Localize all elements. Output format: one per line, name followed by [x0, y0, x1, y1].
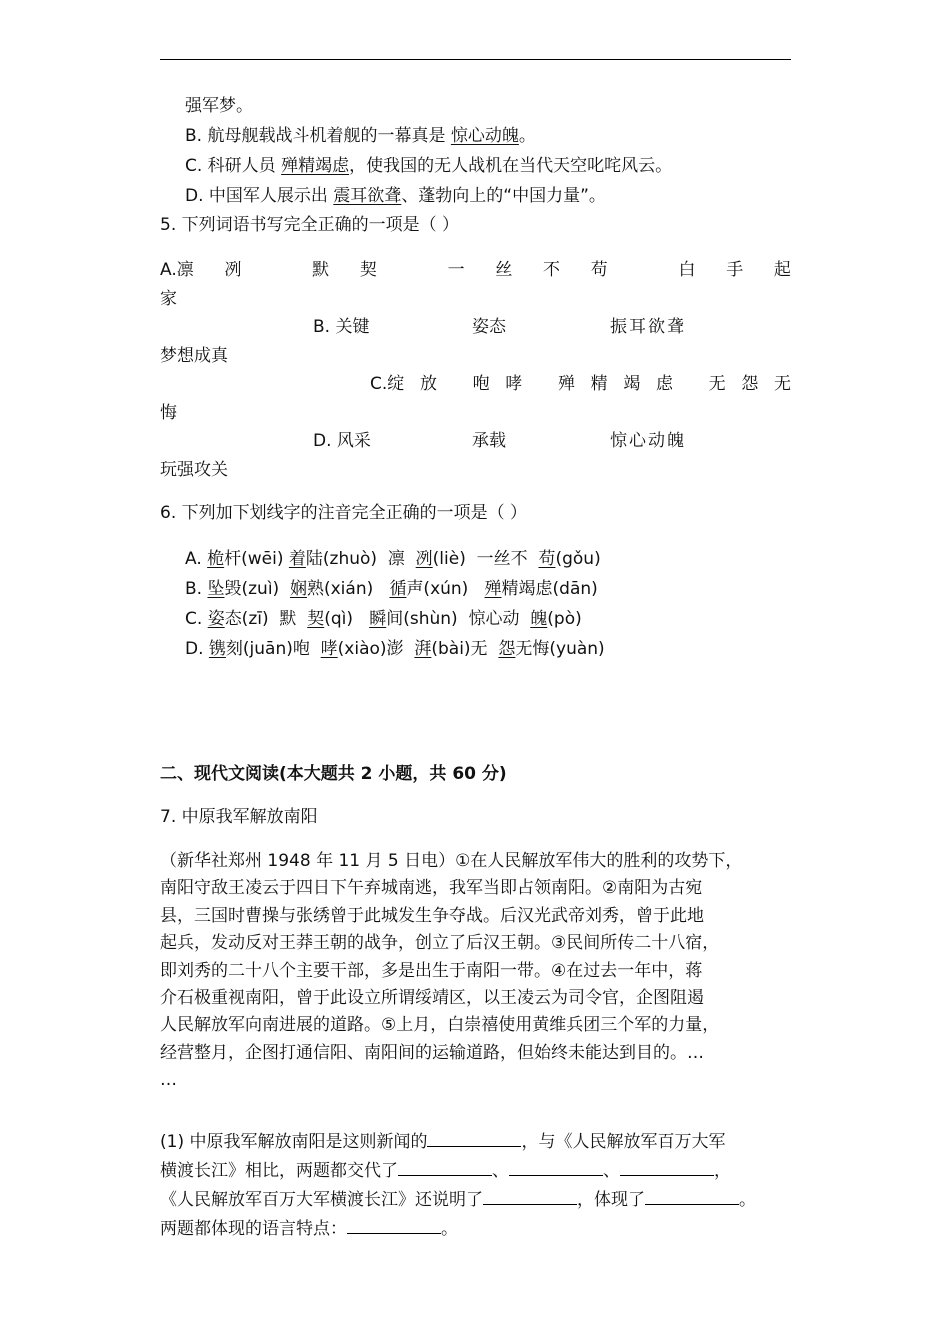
q6-b-part: 熟(xián): [306, 579, 390, 599]
q5-a-char: A.凛: [160, 260, 194, 280]
q4-option-c-end: ，使我国的无人战机在当代天空叱咤风云。: [349, 156, 673, 176]
q4-option-d-text: D. 中国军人展示出: [185, 186, 328, 206]
q5-option-d-word3: 惊心动魄: [610, 431, 686, 451]
sub1-text: 。: [739, 1190, 756, 1210]
q5-option-a: [160, 259, 791, 281]
sub1-line4: [160, 1217, 458, 1240]
q5-option-b-wrap: 梦想成真: [160, 346, 228, 366]
q5-a-char: 契: [359, 260, 377, 280]
answer-blank[interactable]: [645, 1188, 739, 1205]
q5-a-char: 不: [543, 260, 561, 280]
answer-blank[interactable]: [483, 1188, 577, 1205]
separator: 、: [603, 1161, 620, 1181]
q4-option-c-underlined: 殚精竭虑: [281, 156, 350, 176]
q6-d-underlined: 湃: [414, 639, 432, 659]
q5-c-char: 竭: [623, 374, 641, 394]
q6-b-underlined: 循: [389, 579, 407, 599]
q6-b-underlined: 殚: [484, 579, 502, 599]
q5-option-c-wrap: 悔: [160, 403, 177, 423]
section-heading: 二、现代文阅读(本大题共 2 小题，共 60 分): [160, 764, 507, 784]
q6-b-part: 声(xún): [406, 579, 485, 599]
q5-c-char: 咆: [472, 374, 490, 394]
sub1-text: 《人民解放军百万大军横渡长江》还说明了: [160, 1190, 483, 1210]
q5-option-d-wrap: 玩强攻关: [160, 460, 228, 480]
q6-d-part: 无悔(yuàn): [515, 639, 605, 659]
q6-a-part: (liè) 一丝不: [432, 549, 539, 569]
q6-c-part: C.: [185, 609, 208, 629]
q4-option-c: [185, 155, 672, 177]
q5-c-char: 无: [774, 374, 791, 394]
answer-blank[interactable]: [509, 1159, 603, 1176]
q6-c-underlined: 瞬: [369, 609, 387, 629]
q6-option-b: [185, 578, 598, 600]
q5-a-char: 默: [312, 260, 330, 280]
q4-option-d-underlined: 震耳欲聋: [333, 186, 402, 206]
q5-c-char: C.绽: [370, 374, 405, 394]
sub1-text: ，体现了: [577, 1190, 645, 1210]
q6-option-c: [185, 608, 582, 630]
q6-option-a: [185, 548, 601, 570]
answer-blank[interactable]: [427, 1130, 521, 1147]
q6-d-underlined: 怨: [498, 639, 516, 659]
q6-d-underlined: 镌: [208, 639, 226, 659]
q6-a-underlined: 苟: [538, 549, 556, 569]
answer-blank[interactable]: [620, 1159, 714, 1176]
q6-c-underlined: 姿: [207, 609, 225, 629]
header-rule: [160, 59, 791, 60]
q5-c-char: 无: [708, 374, 726, 394]
q6-b-part: 精竭虑(dān): [501, 579, 598, 599]
q5-c-char: 精: [590, 374, 608, 394]
q6-option-d: [185, 638, 605, 660]
q6-b-underlined: 坠: [207, 579, 225, 599]
q4-option-d-end: 、蓬勃向上的“中国力量”。: [401, 186, 606, 206]
sub1-text: ，与《人民解放军百万大军: [521, 1132, 726, 1152]
sub1-text: 横渡长江》相比，两题都交代了: [160, 1161, 398, 1181]
q6-a-part: A.: [185, 549, 208, 569]
q5-a-char: 冽: [224, 260, 242, 280]
q6-b-part: B.: [185, 579, 208, 599]
q6-c-underlined: 契: [307, 609, 325, 629]
q4-option-b-underlined: 惊心动魄: [450, 126, 519, 146]
answer-blank[interactable]: [347, 1217, 441, 1234]
q4-continuation: 强军梦。: [185, 96, 253, 116]
q4-option-d: [185, 185, 606, 207]
q5-option-c: [370, 373, 791, 395]
q6-a-part: 杆(wēi): [224, 549, 289, 569]
q6-a-underlined: 着: [288, 549, 306, 569]
sub1-line3: [160, 1188, 756, 1211]
sub1-line1: [160, 1130, 725, 1153]
q5-a-char: 起: [773, 260, 791, 280]
q6-d-part: (xiào)澎: [337, 639, 415, 659]
q6-c-part: 态(zī) 默: [224, 609, 308, 629]
passage-line: 即刘秀的二十八个主要干部，多是出生于南阳一带。④在过去一年中，蒋: [160, 960, 703, 981]
q5-a-char: 手: [726, 260, 744, 280]
q6-c-underlined: 魄: [530, 609, 548, 629]
q6-d-part: (bài)无: [431, 639, 499, 659]
q5-a-char: 一: [447, 260, 465, 280]
q5-c-char: 放: [419, 374, 437, 394]
sub1-line2: [160, 1159, 731, 1182]
sub1-text: 。: [441, 1219, 458, 1239]
q5-c-char: 哮: [505, 374, 523, 394]
q6-b-part: 毁(zuì): [224, 579, 290, 599]
q6-d-part: 刻(juān)咆: [225, 639, 321, 659]
news-passage: [160, 848, 800, 1095]
passage-line: 县，三国时曹操与张绣曾于此城发生争夺战。后汉光武帝刘秀，曾于此地: [160, 905, 704, 926]
passage-line: 南阳守敌王凌云于四日下午弃城南逃，我军当即占领南阳。②南阳为古宛: [160, 878, 703, 899]
answer-blank[interactable]: [398, 1159, 492, 1176]
q6-stem: 6. 下列加下划线字的注音完全正确的一项是（ ）: [160, 503, 528, 523]
separator: 、: [492, 1161, 509, 1181]
q6-a-underlined: 桅: [207, 549, 225, 569]
q5-c-char: 虑: [655, 374, 673, 394]
q4-option-b-text: B. 航母舰载战斗机着舰的一幕真是: [185, 126, 446, 146]
q6-a-underlined: 冽: [415, 549, 433, 569]
q6-c-part: 间(shùn) 惊心动: [386, 609, 531, 629]
q5-option-b-word1: B. 关键: [313, 317, 370, 337]
q6-c-part: (pò): [547, 609, 582, 629]
q5-c-char: 怨: [741, 374, 759, 394]
q4-option-b-end: 。: [518, 126, 536, 146]
q5-a-char: 苟: [590, 260, 608, 280]
q6-a-part: 陆(zhuò) 凛: [305, 549, 416, 569]
passage-line: （新华社郑州 1948 年 11 月 5 日电）①在人民解放军伟大的胜利的攻势下，: [160, 851, 743, 871]
passage-line: 起兵，发动反对王莽王朝的战争，创立了后汉王朝。③民间所传二十八宿，: [160, 933, 720, 954]
q4-option-c-text: C. 科研人员: [185, 156, 276, 176]
sub1-text: 两题都体现的语言特点：: [160, 1219, 347, 1239]
q5-a-char: 白: [678, 260, 696, 280]
q5-option-d-word2: 承载: [472, 431, 506, 451]
separator: ，: [714, 1161, 731, 1181]
q5-stem: 5. 下列词语书写完全正确的一项是（ ）: [160, 215, 460, 235]
q6-d-part: D.: [185, 639, 209, 659]
q6-b-underlined: 娴: [289, 579, 307, 599]
q6-c-part: (qì): [324, 609, 370, 629]
passage-line: 介石极重视南阳，曾于此设立所谓绥靖区，以王凌云为司令官，企图阻遏: [160, 988, 704, 1009]
passage-line: …: [160, 1070, 177, 1091]
q7-title: 7. 中原我军解放南阳: [160, 807, 318, 827]
q5-a-char: 丝: [495, 260, 513, 280]
passage-line: 人民解放军向南进展的道路。⑤上月，白崇禧使用黄维兵团三个军的力量，: [160, 1015, 720, 1036]
q4-option-b: [185, 125, 536, 147]
q6-a-part: (gǒu): [555, 549, 601, 569]
q5-option-a-wrap: 家: [160, 289, 177, 309]
sub1-text: (1) 中原我军解放南阳是这则新闻的: [160, 1132, 428, 1152]
q5-c-char: 殚: [557, 374, 575, 394]
q5-option-b-word2: 姿态: [472, 317, 506, 337]
passage-line: 经营整月，企图打通信阳、南阳间的运输道路，但始终未能达到目的。…: [160, 1042, 704, 1063]
q6-d-underlined: 哮: [320, 639, 338, 659]
q5-option-b-word3: 振耳欲聋: [610, 317, 686, 337]
q5-option-d-word1: D. 风采: [313, 431, 371, 451]
